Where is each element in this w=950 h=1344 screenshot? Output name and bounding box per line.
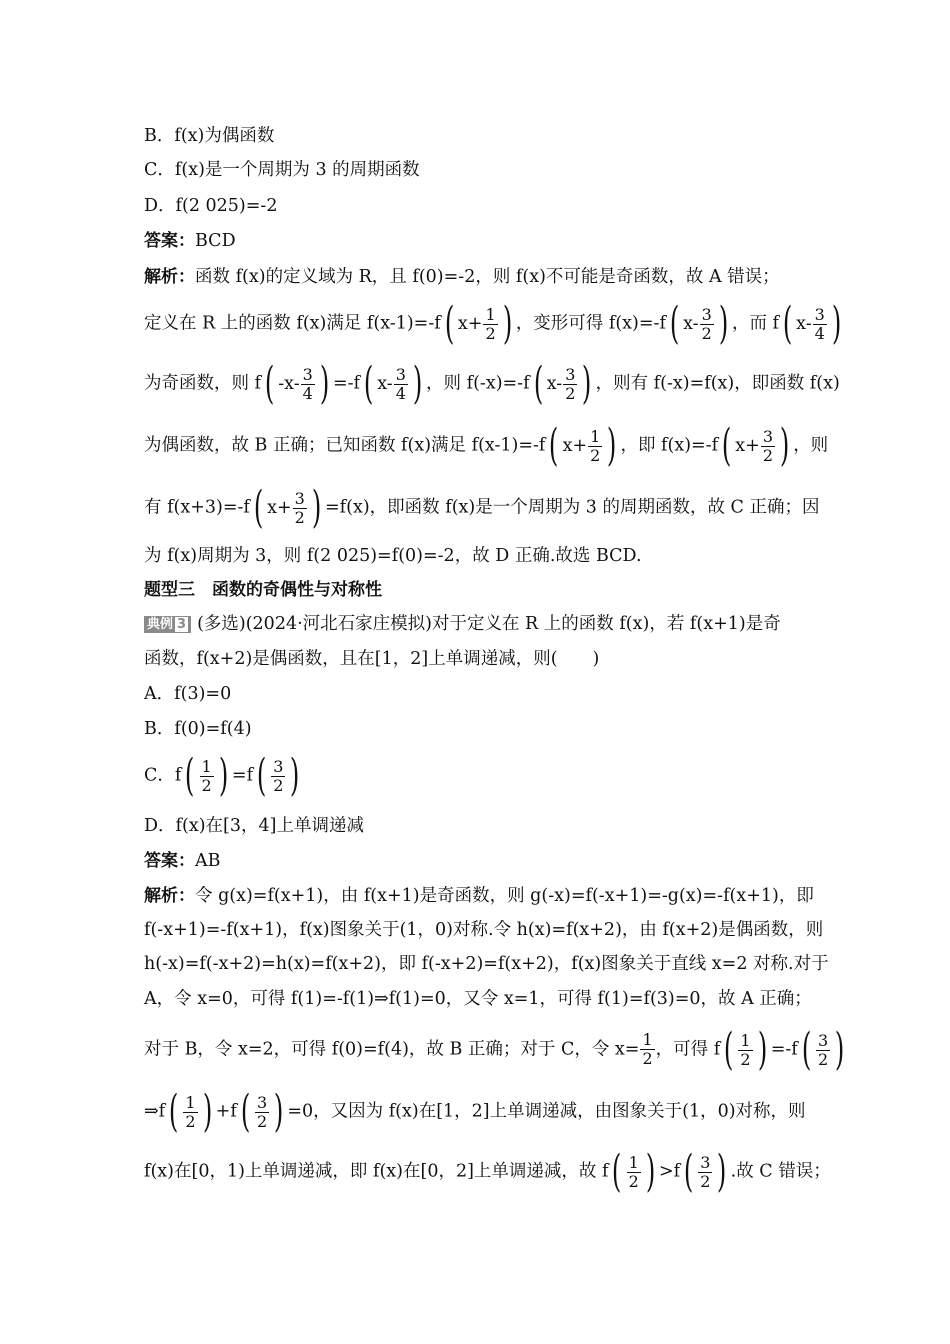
fraction: $\frac{1}{2}$ [201, 756, 212, 795]
fraction: $\frac{3}{4}$ [814, 304, 825, 343]
paren-expr: ( -x- $\frac{3}{4}$ ) [264, 357, 330, 409]
paren-expr: ( $\frac{3}{2}$ ) [256, 749, 300, 801]
q3-analysis-line-6: ⇒f( $\frac{1}{2}$ ) +f( $\frac{3}{2}$ ) =0，又因为 f(x)在[1，2]上单调递减，由图象关于(1，0)对称，则 [144, 1085, 806, 1137]
paren-expr: ( $\frac{1}{2}$ ) [185, 749, 229, 801]
paren-expr: ( x- $\frac{3}{2}$ ) [533, 357, 592, 409]
paren-expr: ( x+ $\frac{1}{2}$ ) [549, 419, 617, 471]
question-stem-1: 典例 3 (多选)(2024·河北石家庄模拟)对于定义在 R 上的函数 f(x)，若 f(x+1)是奇 [144, 611, 810, 637]
q3-option-c: C．f( $\frac{1}{2}$ ) =f( $\frac{3}{2}$ ) [144, 750, 810, 801]
paren-expr: ( $\frac{3}{2}$ ) [240, 1085, 284, 1137]
option-d: D．f(2 025)=-2 [144, 196, 278, 216]
analysis-line-3: 为奇函数，则 f( -x- $\frac{3}{4}$ ) =-f( x- $\frac{3}{4}$ ) ，则 f(-x)=-f( x- $\frac{3}{2}$ ) ，则有 f(-x)=f(x)，即函数 f(x) [144, 357, 840, 409]
q3-option-d: D．f(x)在[3，4]上单调递减 [144, 816, 364, 836]
paren-expr: ( $\frac{3}{2}$ ) [801, 1023, 845, 1075]
answer-value: BCD [195, 231, 236, 251]
text: ，变形可得 f(x)=-f [515, 313, 666, 334]
analysis-text: 函数 f(x)的定义域为 R，且 f(0)=-2，则 f(x)不可能是奇函数，故 A 错误； [195, 267, 780, 287]
answer-2: 答案：AB [144, 851, 221, 871]
example-badge: 典例 3 [144, 616, 191, 633]
paren-expr: ( $\frac{1}{2}$ ) [612, 1145, 656, 1197]
fraction: $\frac{1}{2}$ [485, 304, 496, 343]
q3-analysis-line-3: h(-x)=f(-x+2)=h(x)=f(x+2)，即 f(-x+2)=f(x+2)，f(x)图象关于直线 x=2 对称.对于 [144, 954, 829, 974]
answer-1 [144, 228, 810, 254]
section-title: 题型三 函数的奇偶性与对称性 [144, 580, 382, 600]
q3-analysis-line-4: A，令 x=0，可得 f(1)=-f(1)⇒f(1)=0，又令 x=1，可得 f(1)=f(3)=0，故 A 正确； [144, 989, 812, 1009]
q3-option-a: A．f(3)=0 [144, 684, 232, 704]
analysis-line-2 [144, 297, 842, 349]
paren-expr: ( x+ $\frac{3}{2}$ ) [721, 419, 790, 471]
q3-option-b: B．f(0)=f(4) [144, 719, 252, 739]
fraction: $\frac{3}{2}$ [565, 364, 576, 403]
fraction: $\frac{3}{2}$ [701, 304, 712, 343]
text: 定义在 R 上的函数 f(x)满足 f(x-1)=-f [144, 313, 441, 334]
option-c: C．f(x)是一个周期为 3 的周期函数 [144, 160, 420, 180]
fraction: $\frac{1}{2}$ [590, 426, 601, 465]
analysis-label: 解析： [144, 267, 195, 287]
option-b: B．f(x)为偶函数 [144, 126, 275, 146]
analysis-line-6: 为 f(x)周期为 3，则 f(2 025)=f(0)=-2，故 D 正确.故选 BCD. [144, 546, 642, 566]
q3-analysis-line-5: 对于 B，令 x=2，可得 f(0)=f(4)，故 B 正确；对于 C，令 x= $\frac{1}{2}$ ，可得 f( $\frac{1}{2}$ ) =-f( $\frac{3}{2}$ ) [144, 1024, 810, 1075]
question-stem-2: 函数，f(x+2)是偶函数，且在[1，2]上单调递减，则( ) [144, 649, 600, 669]
paren-expr: ( $\frac{1}{2}$ ) [169, 1085, 212, 1137]
fraction: $\frac{3}{2}$ [273, 756, 284, 795]
paren-expr: ( x+ $\frac{3}{2}$ ) [253, 481, 322, 533]
analysis-line-5: 有 f(x+3)=-f( x+ $\frac{3}{2}$ ) =f(x)，即函数 f(x)是一个周期为 3 的周期函数，故 C 正确；因 [144, 481, 820, 533]
math-text: x+ [457, 313, 483, 334]
text: ，而 f [731, 313, 779, 334]
fraction: $\frac{1}{2}$ [642, 1030, 653, 1068]
paren-expr: ( x- $\frac{3}{4}$ ) [782, 297, 842, 349]
fraction: $\frac{3}{2}$ [762, 426, 774, 465]
paren-expr: ( x+ $\frac{1}{2}$ ) [444, 297, 512, 349]
paren-expr: ( $\frac{3}{2}$ ) [683, 1145, 727, 1197]
analysis-line-1 [144, 264, 810, 290]
fraction: $\frac{3}{2}$ [294, 488, 305, 527]
q3-analysis-line-2: f(-x+1)=-f(x+1)，f(x)图象关于(1，0)对称.令 h(x)=f(x+2)，由 f(x+2)是偶函数，则 [144, 920, 824, 940]
q3-analysis-line-1: 解析：令 g(x)=f(x+1)，由 f(x+1)是奇函数，则 g(-x)=f(-x+1)=-g(x)=-f(x+1)，即 [144, 886, 814, 906]
analysis-line-4: 为偶函数，故 B 正确；已知函数 f(x)满足 f(x-1)=-f( x+ $\frac{1}{2}$ ) ，即 f(x)=-f( x+ $\frac{3}{2}$ ) ，则 [144, 419, 829, 471]
q3-analysis-line-7: f(x)在[0，1)上单调递减，即 f(x)在[0，2]上单调递减，故 f( $\frac{1}{2}$ ) >f( $\frac{3}{2}$ ) .故 C 错误； [144, 1145, 831, 1197]
answer-label: 答案： [144, 231, 195, 251]
paren-expr: ( x- $\frac{3}{2}$ ) [669, 297, 729, 349]
fraction: $\frac{3}{4}$ [302, 364, 313, 403]
paren-expr: ( x- $\frac{3}{4}$ ) [363, 357, 423, 409]
paren-expr: ( $\frac{1}{2}$ ) [724, 1023, 767, 1075]
fraction: $\frac{3}{4}$ [395, 364, 406, 403]
